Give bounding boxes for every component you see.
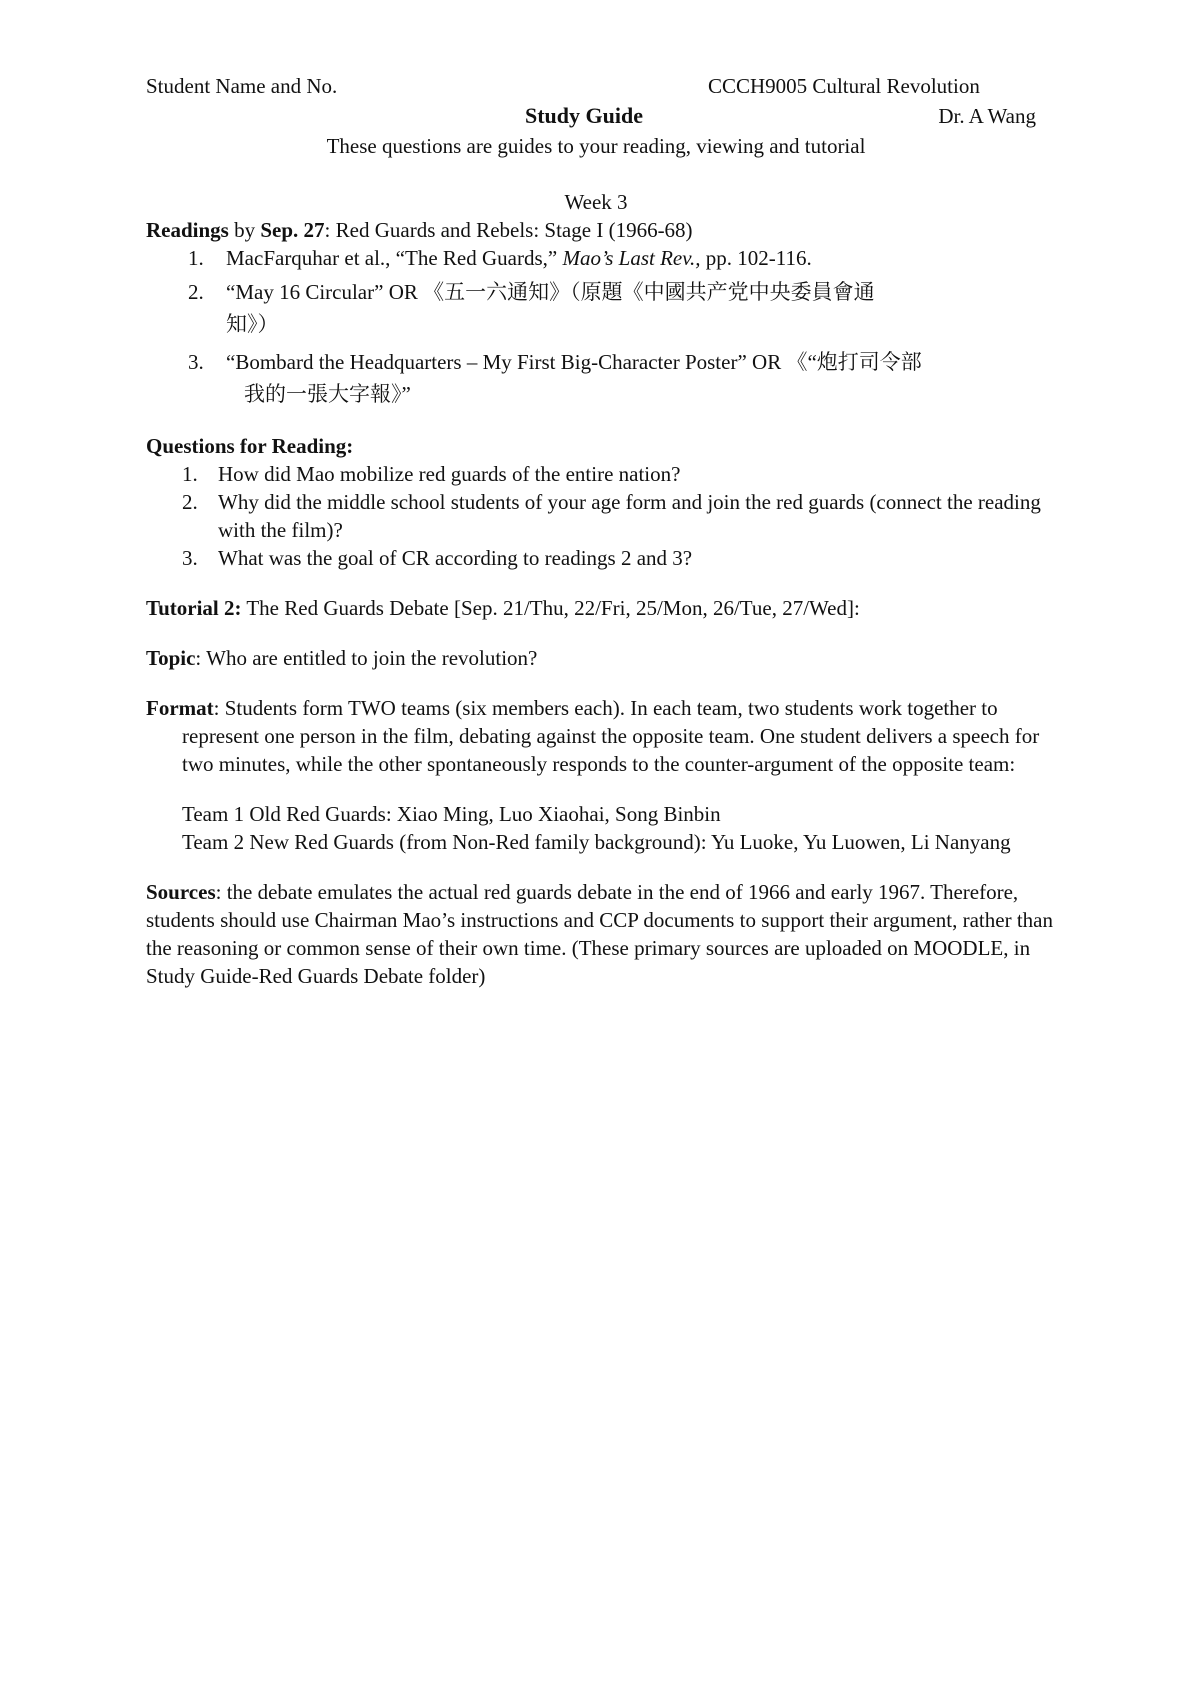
reading-title: Mao’s Last Rev., bbox=[562, 246, 701, 270]
list-item bbox=[146, 460, 1066, 488]
question-text: What was the goal of CR according to readings 2 and 3? bbox=[218, 546, 693, 570]
tutorial-label: Tutorial 2: bbox=[146, 596, 242, 620]
week-heading: Week 3 bbox=[564, 190, 628, 214]
student-name-field: Student Name and No. bbox=[146, 74, 338, 98]
list-number: 3. bbox=[188, 350, 204, 374]
questions-heading: Questions for Reading: bbox=[146, 434, 354, 458]
list-number: 2. bbox=[182, 490, 198, 514]
format-text: : Students form TWO teams (six members each). In each team, two students work together to represent one person in the film, debating against the opposite team. One student delivers a speech for two minutes, while the other spontaneously responds to the counter-argument of the opposite team: bbox=[182, 696, 1040, 776]
list-item bbox=[146, 244, 1066, 272]
reading-text-cont: 我的一張大字報》” bbox=[244, 382, 411, 406]
question-text: Why did the middle school students of your age form and join the red guards (connect the reading with the film)? bbox=[218, 490, 1041, 542]
page-subtitle: These questions are guides to your reading, viewing and tutorial bbox=[326, 134, 866, 158]
document-page bbox=[146, 72, 1066, 990]
tutorial-line bbox=[146, 594, 1066, 622]
reading-pages: pp. 102-116. bbox=[700, 246, 812, 270]
header-row bbox=[146, 72, 1066, 102]
reading-text: MacFarquhar et al., “The Red Guards,” bbox=[226, 246, 563, 270]
list-item bbox=[146, 276, 1066, 340]
page-title: Study Guide bbox=[525, 103, 643, 128]
list-item bbox=[146, 544, 1066, 572]
readings-date: Sep. 27 bbox=[260, 218, 325, 242]
list-item bbox=[146, 488, 1066, 544]
sources-text: : the debate emulates the actual red guards debate in the end of 1966 and early 1967. Therefore, students should use Chairman Mao’s instructions and CCP documents to support their argument, rather than the reasoning or common sense of their own time. (These primary sources are uploaded on MOODLE, in Study Guide-Red Guards Debate folder) bbox=[146, 880, 1053, 988]
readings-label: Readings bbox=[146, 218, 229, 242]
readings-heading bbox=[146, 216, 1066, 244]
list-item bbox=[146, 346, 1066, 410]
readings-by: by bbox=[228, 218, 261, 242]
reading-text: “May 16 Circular” OR 《五一六通知》（原題《中國共产党中央委員會通 bbox=[226, 280, 875, 304]
team-1: Team 1 Old Red Guards: Xiao Ming, Luo Xiaohai, Song Binbin bbox=[182, 802, 721, 826]
list-number: 2. bbox=[188, 280, 204, 304]
topic-label: Topic bbox=[146, 646, 196, 670]
course-name: CCCH9005 Cultural Revolution bbox=[708, 74, 980, 98]
sources-label: Sources bbox=[146, 880, 216, 904]
topic-line bbox=[146, 644, 1066, 672]
team-2: Team 2 New Red Guards (from Non-Red family background): Yu Luoke, Yu Luowen, Li Nanyang bbox=[182, 830, 1011, 854]
questions-list bbox=[146, 460, 1066, 572]
instructor-name: Dr. A Wang bbox=[938, 104, 1036, 128]
reading-text-cont: 知》） bbox=[226, 312, 279, 336]
list-number: 1. bbox=[188, 246, 204, 270]
readings-topic: : Red Guards and Rebels: Stage I (1966-68) bbox=[324, 218, 693, 242]
format-paragraph bbox=[146, 694, 1066, 778]
tutorial-text: The Red Guards Debate [Sep. 21/Thu, 22/Fri, 25/Mon, 26/Tue, 27/Wed]: bbox=[241, 596, 860, 620]
list-number: 3. bbox=[182, 546, 198, 570]
list-number: 1. bbox=[182, 462, 198, 486]
title-row bbox=[146, 102, 1066, 132]
format-label: Format bbox=[146, 696, 214, 720]
topic-text: : Who are entitled to join the revolution? bbox=[195, 646, 538, 670]
question-text: How did Mao mobilize red guards of the entire nation? bbox=[218, 462, 681, 486]
readings-list bbox=[146, 244, 1066, 410]
reading-text: “Bombard the Headquarters – My First Big-Character Poster” OR 《“炮打司令部 bbox=[226, 350, 922, 374]
sources-paragraph bbox=[146, 878, 1066, 990]
